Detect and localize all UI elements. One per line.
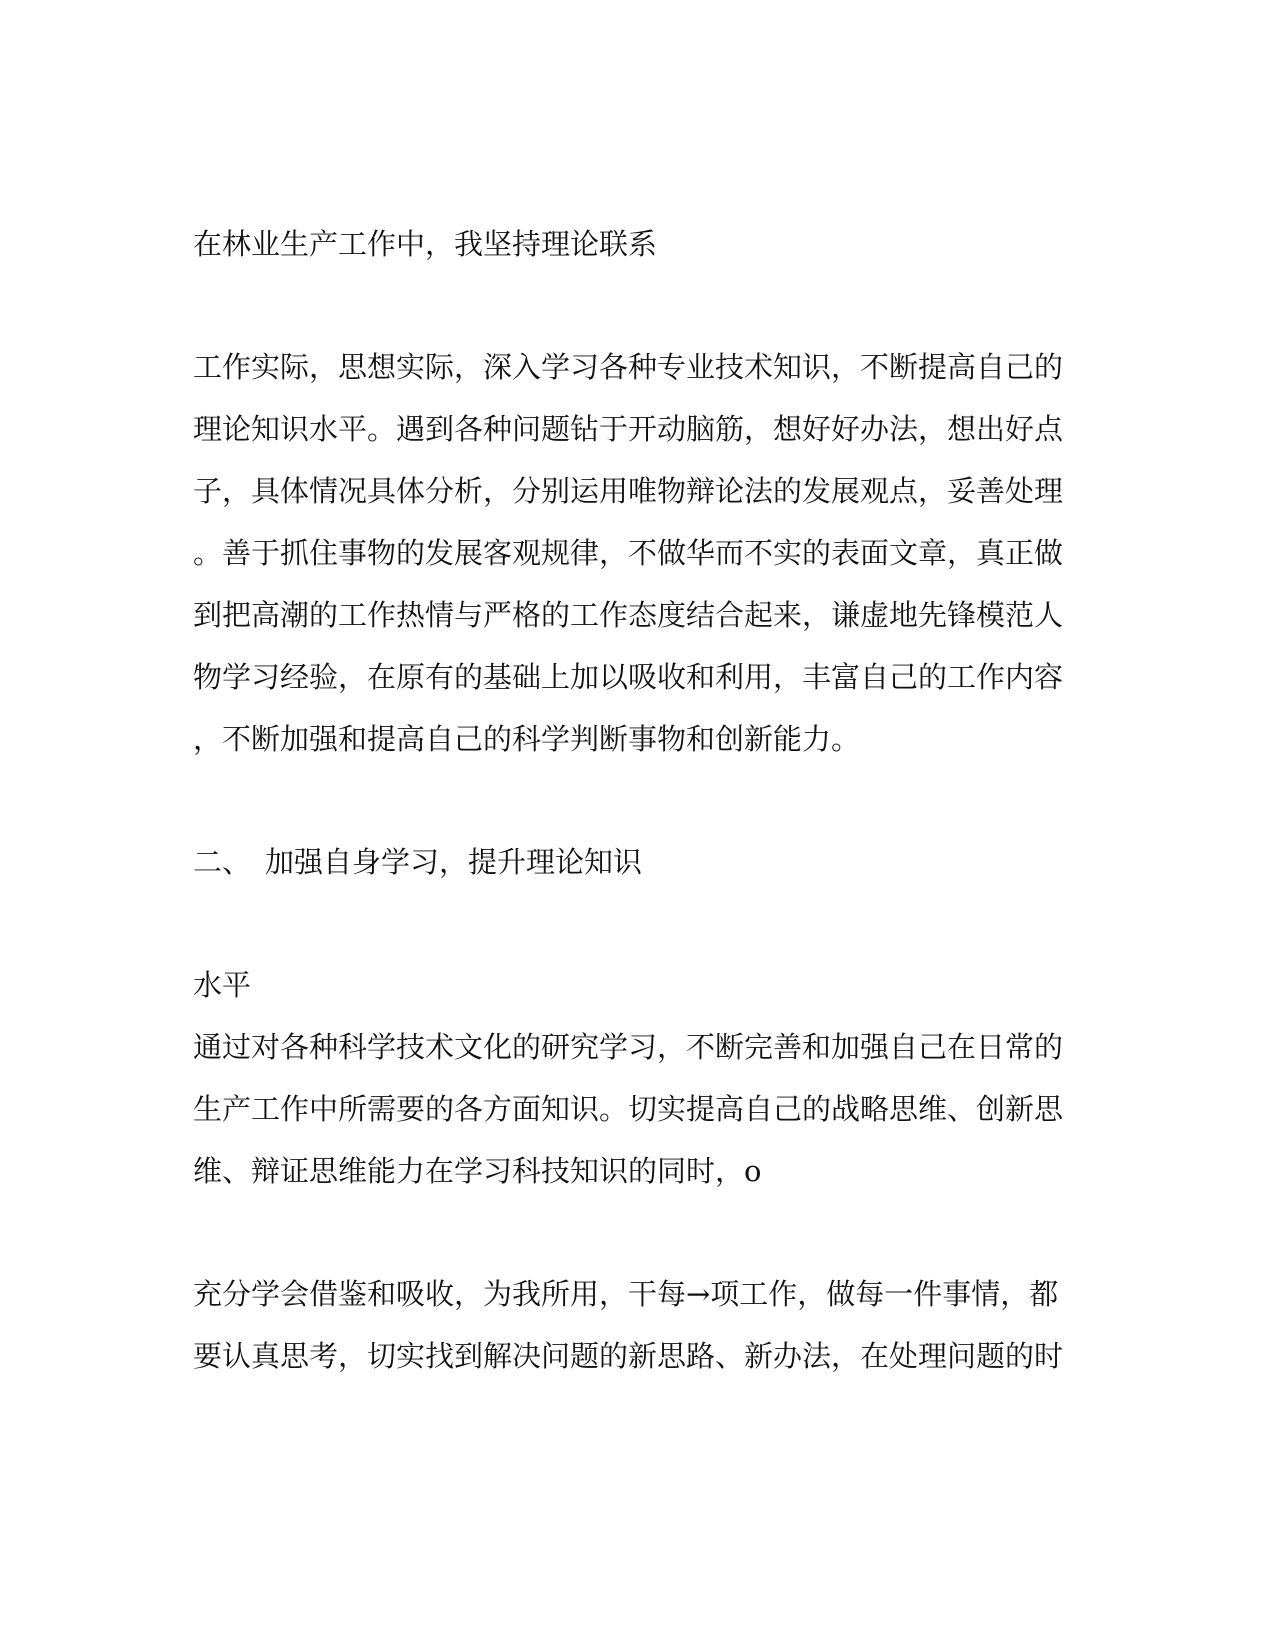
paragraph-3-line-1: 水平 (193, 968, 252, 1002)
paragraph-4-line-2: 要认真思考，切实找到解决问题的新思路、新办法，在处理问题的时 (193, 1339, 1064, 1373)
paragraph-2-line-4: 。善于抓住事物的发展客观规律，不做华而不实的表面文章，真正做 (193, 536, 1064, 570)
section-2-number: 二、 (193, 845, 252, 879)
paragraph-3-line-3: 生产工作中所需要的各方面知识。切实提高自己的战略思维、创新思 (193, 1092, 1064, 1126)
paragraph-2-line-1: 工作实际，思想实际，深入学习各种专业技术知识，不断提高自己的 (193, 350, 1064, 384)
paragraph-3-line-4: 维、辩证思维能力在学习科技知识的同时，o (193, 1154, 762, 1188)
paragraph-2-line-6: 物学习经验，在原有的基础上加以吸收和利用，丰富自己的工作内容 (193, 660, 1064, 694)
section-2-heading (193, 842, 642, 882)
paragraph-1-line-1: 在林业生产工作中，我坚持理论联系 (193, 227, 658, 261)
paragraph-2-line-2: 理论知识水平。遇到各种问题钻于开动脑筋，想好好办法，想出好点 (193, 412, 1064, 446)
paragraph-2-line-5: 到把高潮的工作热情与严格的工作态度结合起来，谦虚地先锋模范人 (193, 598, 1064, 632)
paragraph-2-line-7: ，不断加强和提高自己的科学判断事物和创新能力。 (193, 722, 861, 756)
paragraph-4-line-1: 充分学会借鉴和吸收，为我所用，干每→项工作，做每一件事情，都 (193, 1277, 1059, 1311)
paragraph-3-line-2: 通过对各种科学技术文化的研究学习，不断完善和加强自己在日常的 (193, 1030, 1064, 1064)
section-2-title: 加强自身学习，提升理论知识 (265, 845, 643, 879)
paragraph-2-line-3: 子，具体情况具体分析，分别运用唯物辩论法的发展观点，妥善处理 (193, 474, 1064, 508)
